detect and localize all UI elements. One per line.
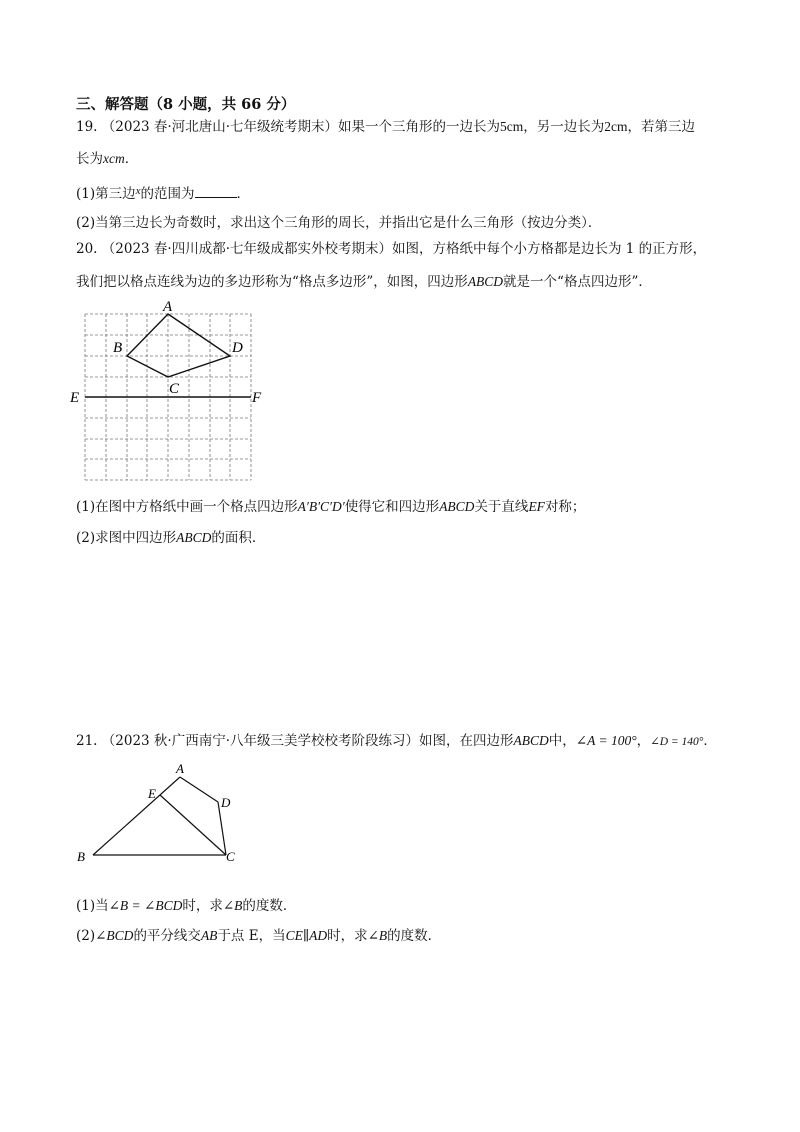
q20-number: 20.: [76, 241, 98, 257]
quadrilateral-abcd: [127, 314, 230, 377]
q21-part2: (2)∠BCD的平分线交AB于点 E，当CE∥AD时，求∠B的度数．: [76, 928, 442, 944]
label-e: E: [148, 786, 156, 801]
q19-number: 19.: [76, 119, 98, 135]
q20-stem-line2: 我们把以格点连线为边的多边形称为“格点多边形”，如图，四边形ABCD就是一个“格点四边形”．: [76, 274, 652, 290]
section-title: 三、解答题（8 小题，共 66 分）: [76, 96, 296, 113]
label-c: C: [169, 381, 180, 397]
q20-quad-abcd: ABCD: [467, 274, 504, 289]
q19-stem-line1: 19. （2023 春·河北唐山·七年级统考期末）如果一个三角形的一边长为5cm，另一边长为2cm，若第三边: [76, 119, 696, 135]
label-c: C: [226, 849, 235, 864]
label-b: B: [113, 340, 123, 356]
q19-var-x: x: [135, 185, 141, 197]
label-d: D: [221, 795, 231, 810]
label-a: A: [176, 761, 184, 776]
q19-stem-line2: 长为xcm．: [76, 151, 139, 167]
q20-line-ef: EF: [528, 499, 545, 514]
label-d: D: [232, 340, 243, 356]
label-b: B: [77, 849, 85, 864]
q20-grid-figure: [66, 294, 280, 486]
q21-stem: 21. （2023 秋·广西南宁·八年级三美学校校考阶段练习）如图，在四边形ABCD中，∠A = 100°，∠D = 140°．: [76, 733, 717, 749]
q19-part2: (2)当第三边长为奇数时，求出这个三角形的周长，并指出它是什么三角形（按边分类）．: [76, 215, 602, 231]
label-a: A: [163, 299, 173, 315]
label-f: F: [252, 390, 262, 406]
q21-cond1: ∠B = ∠BCD: [108, 898, 183, 913]
answer-blank[interactable]: [195, 185, 237, 198]
q21-number: 21.: [76, 733, 98, 749]
q20-part1: (1)在图中方格纸中画一个格点四边形A′B′C′D′使得它和四边形ABCD关于直线EF对称；: [76, 499, 586, 515]
q21-quadrilateral-figure: [72, 756, 252, 868]
q21-cond2: CE∥AD: [285, 928, 328, 943]
q20-part2: (2)求图中四边形ABCD的面积．: [76, 530, 266, 546]
label-e: E: [70, 390, 80, 406]
q21-angle-d: ∠D = 140°: [650, 736, 704, 748]
q19-len1: 5cm: [500, 119, 524, 134]
q20-quad-prime: A′B′C′D′: [297, 499, 345, 514]
q19-part1: (1)第三边$^x$的范围为 ．: [76, 185, 251, 202]
q19-len2: 2cm: [604, 119, 628, 134]
q21-angle-a: ∠A = 100°: [575, 733, 637, 748]
q21-source: （2023 秋·广西南宁·八年级三美学校校考阶段练习）: [101, 733, 420, 749]
q19-source: （2023 春·河北唐山·七年级统考期末）: [101, 119, 339, 135]
q20-source: （2023 春·四川成都·七年级成都实外校考期末）: [101, 241, 393, 257]
q19-len3: xcm: [103, 151, 125, 166]
q20-stem-line1: 20. （2023 春·四川成都·七年级成都实外校考期末）如图，方格纸中每个小方格都是边长为 1 的正方形，: [76, 241, 707, 257]
q21-part1: (1)当∠B = ∠BCD时，求∠B的度数．: [76, 898, 297, 914]
